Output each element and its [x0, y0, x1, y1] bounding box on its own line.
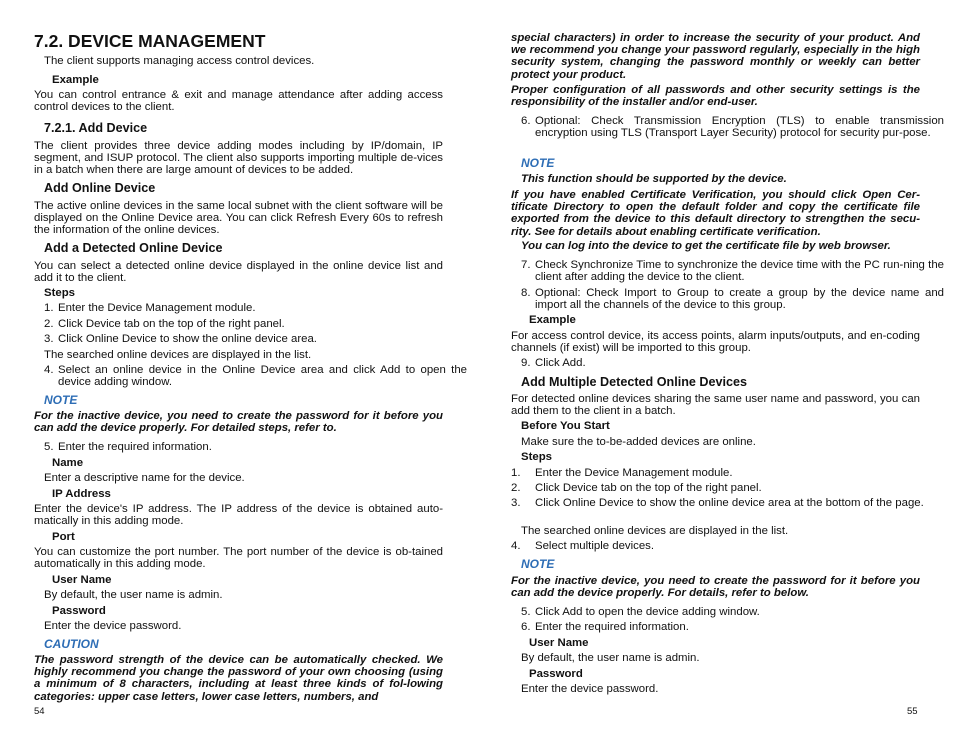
step-text: Click Device tab on the top of the right panel. — [58, 318, 285, 330]
password-text: Enter the device password. — [521, 683, 659, 695]
steps-label: Steps — [521, 451, 553, 463]
page-number-left: 54 — [34, 706, 45, 717]
step-number: 4. — [511, 540, 521, 552]
caution-text: The password strength of the device can be automatically checked. We highly recommend you change the password of your own choosing (using a minimum of 8 characters, including at least three kinds of fol-lowing categories: upper case letters, lower case letters, numbers, and — [34, 654, 443, 703]
note-label: NOTE — [44, 393, 78, 407]
step-number: 5. — [44, 441, 54, 453]
step-text: Enter the Device Management module. — [535, 467, 733, 479]
online-device-text: The active online devices in the same local subnet with the client software will be displayed on the Online Device area. You can click Refresh Every 60s to refresh the information of the online devices. — [34, 200, 443, 237]
example-text: You can control entrance & exit and manage attendance after adding access control devices to the client. — [34, 89, 443, 114]
step-text: Check Synchronize Time to synchronize the device time with the PC run-ning the client after adding the device to the client. — [535, 259, 944, 284]
step-text: Select multiple devices. — [535, 540, 655, 552]
multi-devices-heading: Add Multiple Detected Online Devices — [521, 375, 748, 389]
step-number: 6. — [521, 115, 531, 127]
step-text: Select an online device in the Online Device area and click Add to open the device adding window. — [58, 364, 467, 389]
step-item — [34, 333, 467, 345]
intro-text: The client supports managing access control devices. — [44, 55, 315, 67]
step-number: 1. — [511, 467, 521, 479]
name-text: Enter a descriptive name for the device. — [44, 472, 245, 484]
step-number: 6. — [521, 621, 531, 633]
multi-devices-text: For detected online devices sharing the same user name and password, you can add them to the client in a batch. — [511, 393, 920, 418]
note-text: This function should be supported by the device. — [521, 173, 787, 185]
step-number: 2. — [511, 482, 521, 494]
note-text: For the inactive device, you need to create the password for it before you can add the device properly. For details, refer to below. — [511, 575, 920, 600]
step-item — [511, 287, 944, 311]
step-item — [34, 364, 467, 388]
step-item — [511, 497, 944, 509]
section-title: 7.2. DEVICE MANAGEMENT — [34, 31, 266, 51]
add-device-text: The client provides three device adding modes including by IP/domain, IP segment, and ISUP protocol. The client also supports importing multiple de-vices in a batch when there are large amount of devices to be added. — [34, 140, 443, 177]
note-label: NOTE — [521, 156, 555, 170]
step-number: 5. — [521, 606, 531, 618]
step-item — [511, 482, 944, 494]
step-number: 9. — [521, 357, 531, 369]
password-label: Password — [52, 605, 106, 617]
caution-continued: special characters) in order to increase the security of your product. And we recommend you change your password regularly, especially in the high security system, changing the password monthly or weekly can better protect your product. — [511, 32, 920, 81]
note-label: NOTE — [521, 557, 555, 571]
step-text: Optional: Check Transmission Encryption (TLS) to enable transmission encryption using TLS (Transport Layer Security) protocol for security pur-pose. — [535, 115, 944, 140]
step-text: Enter the required information. — [58, 441, 212, 453]
note-text: You can log into the device to get the certificate file by web browser. — [521, 240, 891, 252]
step-number: 3. — [44, 333, 54, 345]
step-item — [34, 302, 467, 314]
step-item — [34, 318, 467, 330]
step-item — [34, 441, 467, 453]
page-number-right: 55 — [907, 706, 918, 717]
example-label: Example — [529, 314, 576, 326]
step-item — [511, 621, 944, 633]
ip-address-label: IP Address — [52, 488, 111, 500]
port-text: You can customize the port number. The port number of the device is ob-tained automatically in this adding mode. — [34, 546, 443, 571]
searched-text: The searched online devices are displayed in the list. — [521, 525, 789, 537]
step-number: 7. — [521, 259, 531, 271]
name-label: Name — [52, 457, 84, 469]
ip-address-text: Enter the device's IP address. The IP address of the device is obtained auto-matically in this adding mode. — [34, 503, 443, 528]
step-item — [511, 606, 944, 618]
password-text: Enter the device password. — [44, 620, 182, 632]
step-item — [511, 467, 944, 479]
step-number: 8. — [521, 287, 531, 299]
user-name-text: By default, the user name is admin. — [44, 589, 223, 601]
password-label: Password — [529, 668, 583, 680]
note-text: If you have enabled Certificate Verification, you should click Open Cer-tificate Directory to open the default folder and copy the certificate file exported from the device to this default directory to strengthen the secu-rity. See for details about enabling certificate verification. — [511, 189, 920, 238]
step-item — [511, 357, 944, 369]
user-name-text: By default, the user name is admin. — [521, 652, 700, 664]
step-text: Enter the required information. — [535, 621, 689, 633]
steps-label: Steps — [44, 287, 76, 299]
port-label: Port — [52, 531, 75, 543]
online-device-heading: Add Online Device — [44, 181, 156, 195]
note-text: For the inactive device, you need to create the password for it before you can add the device properly. For detailed steps, refer to. — [34, 410, 443, 435]
detected-device-text: You can select a detected online device displayed in the online device list and add it to the client. — [34, 260, 443, 285]
user-name-label: User Name — [52, 574, 112, 586]
detected-device-heading: Add a Detected Online Device — [44, 241, 223, 255]
example-text: For access control device, its access points, alarm inputs/outputs, and en-coding channels (if exist) will be imported to this group. — [511, 330, 920, 355]
step-number: 4. — [44, 364, 54, 376]
step-text: Enter the Device Management module. — [58, 302, 256, 314]
example-label: Example — [52, 74, 99, 86]
step-text: Click Online Device to show the online device area at the bottom of the page. — [535, 497, 924, 509]
caution-label: CAUTION — [44, 637, 99, 651]
step-number: 3. — [511, 497, 521, 509]
step-text: Click Device tab on the top of the right panel. — [535, 482, 762, 494]
step-item — [511, 540, 944, 552]
step-item — [511, 259, 944, 283]
step-number: 2. — [44, 318, 54, 330]
step-text: Click Online Device to show the online device area. — [58, 333, 317, 345]
step-text: Click Add. — [535, 357, 586, 369]
step-text: Click Add to open the device adding window. — [535, 606, 760, 618]
user-name-label: User Name — [529, 637, 589, 649]
config-responsibility: Proper configuration of all passwords and other security settings is the responsibility of the installer and/or end-user. — [511, 84, 920, 109]
step-text: Optional: Check Import to Group to create a group by the device name and import all the channels of the device to this group. — [535, 287, 944, 312]
before-you-start-label: Before You Start — [521, 420, 610, 432]
step-number: 1. — [44, 302, 54, 314]
add-device-heading: 7.2.1. Add Device — [44, 121, 148, 135]
searched-text: The searched online devices are displayed in the list. — [44, 349, 312, 361]
step-item — [511, 115, 944, 139]
before-you-start-text: Make sure the to-be-added devices are online. — [521, 436, 756, 448]
